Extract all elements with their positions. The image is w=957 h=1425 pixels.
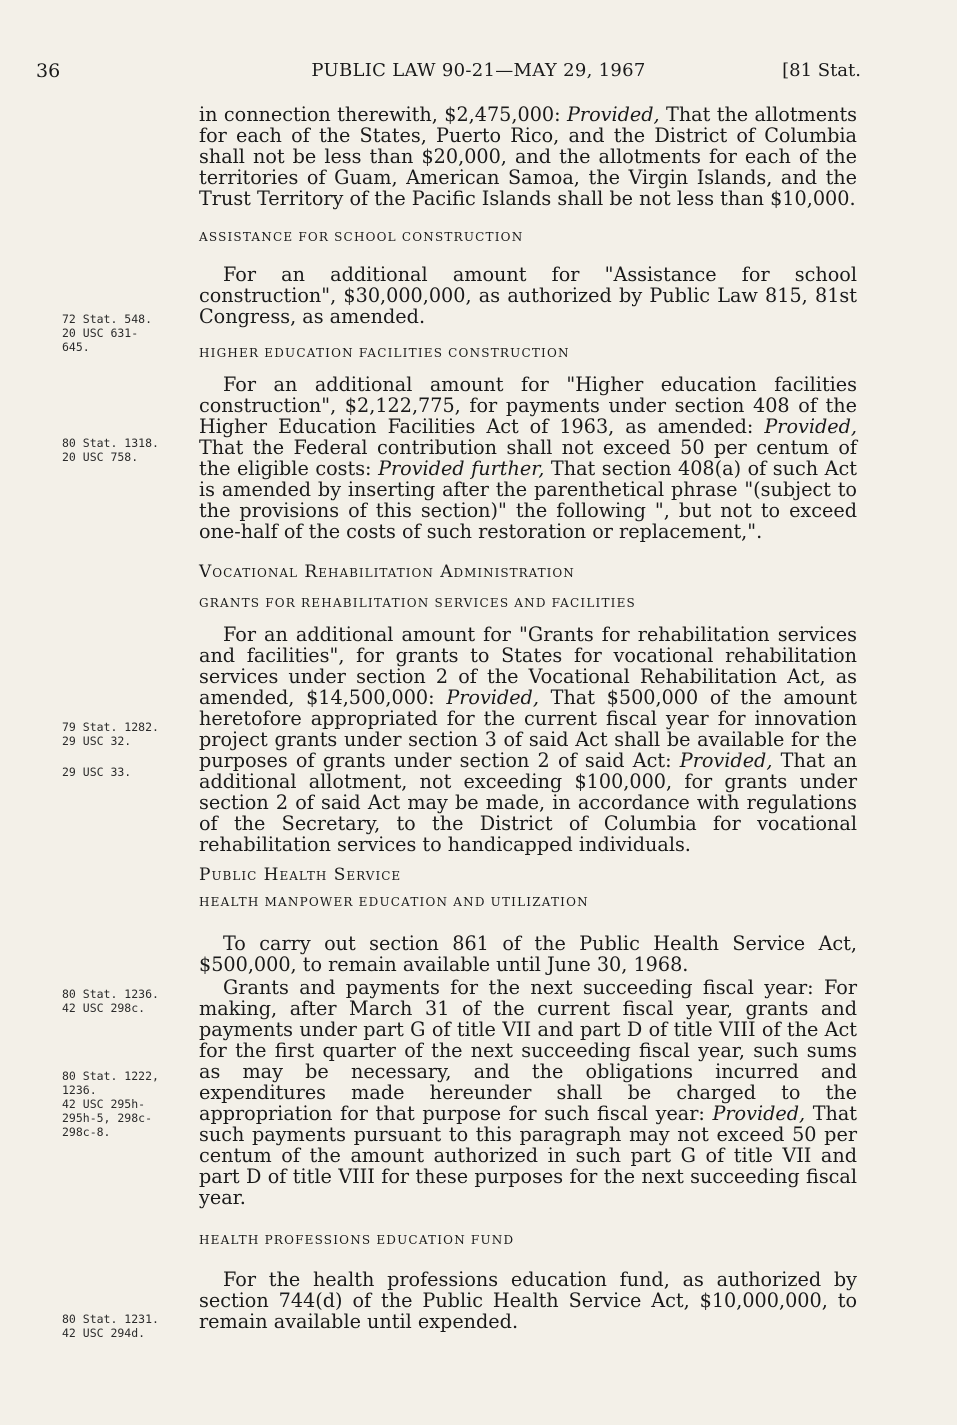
- paragraph: Grants and payments for the next succeeding fiscal year: For making, after March 31 of the current fiscal year, grants and payments under part G of title VII and part D of title VIII of the Act for the first quarter of the next succeeding fiscal year, such sums as may be necessary, and the obligations incurred and expenditures made hereunder shall be charged to the appropriation for that purpose for such fiscal year: Provided, That such payments pursuant to this paragraph may not exceed 50 per centum of the amount authorized in such part G of title VII and part D of title VIII for these purposes for the next succeeding fiscal year.: [199, 976, 858, 1209]
- section-heading: HIGHER EDUCATION FACILITIES CONSTRUCTION: [199, 346, 570, 360]
- section-heading: HEALTH PROFESSIONS EDUCATION FUND: [199, 1233, 515, 1247]
- margin-note: 29 USC 33.: [62, 765, 132, 779]
- margin-note: 80 Stat. 1231. 42 USC 294d.: [62, 1312, 159, 1340]
- paragraph: For an additional amount for "Assistance for school construction", $30,000,000, as authorized by Public Law 815, 81st Congress, as amended.: [199, 263, 857, 328]
- paragraph: For the health professions education fund, as authorized by section 744(d) of the Public Health Service Act, $10,000,000, to remain available until expended.: [199, 1268, 857, 1333]
- main-text: [199, 104, 857, 1332]
- margin-note: 72 Stat. 548. 20 USC 631- 645.: [62, 312, 153, 354]
- paragraph: For an additional amount for "Grants for rehabilitation services and facilities", for grants to States for vocational rehabilitation services under section 2 of the Vocational Rehabilitation Act, as amended, $14,500,000: Provided, That $500,000 of the amount heretofore appropriated for the current fiscal year for innovation project grants under section 3 of said Act shall be available for the purposes of grants under section 2 of said Act: Provided, That an additional allotment, not exceeding $100,000, for grants under section 2 of said Act may be made, in accordance with regulations of the Secretary, to the District of Columbia for vocational rehabilitation services to handicapped individuals.: [199, 623, 857, 856]
- agency-heading: Vocational Rehabilitation Administration: [199, 562, 575, 582]
- statute-reference: [81 Stat.: [782, 60, 861, 81]
- section-heading: GRANTS FOR REHABILITATION SERVICES AND FACILITIES: [199, 596, 636, 610]
- margin-note: 80 Stat. 1222, 1236. 42 USC 295h- 295h-5, 298c- 298c-8.: [62, 1069, 159, 1139]
- margin-note: 80 Stat. 1318. 20 USC 758.: [62, 436, 159, 464]
- page-header: [0, 60, 957, 90]
- running-title: PUBLIC LAW 90-21—MAY 29, 1967: [311, 60, 646, 81]
- margin-note: 80 Stat. 1236. 42 USC 298c.: [62, 987, 159, 1015]
- page-number: 36: [36, 60, 61, 82]
- section-heading: HEALTH MANPOWER EDUCATION AND UTILIZATION: [199, 895, 589, 909]
- agency-heading: Public Health Service: [199, 865, 402, 885]
- paragraph: To carry out section 861 of the Public Health Service Act, $500,000, to remain available until June 30, 1968.: [199, 932, 857, 976]
- margin-note: 79 Stat. 1282. 29 USC 32.: [62, 720, 159, 748]
- paragraph: For an additional amount for "Higher education facilities construction", $2,122,775, for payments under section 408 of the Higher Education Facilities Act of 1963, as amended: Provided, That the Federal contribution shall not exceed 50 per centum of the eligible costs: Provided further, That section 408(a) of such Act is amended by inserting after the parenthetical phrase "(subject to the provisions of this section)" the following ", but not to exceed one-half of the costs of such restoration or replacement,".: [199, 373, 857, 543]
- paragraph: in connection therewith, $2,475,000: Provided, That the allotments for each of the States, Puerto Rico, and the District of Columbia shall not be less than $20,000, and the allotments for each of the territories of Guam, American Samoa, the Virgin Islands, and the Trust Territory of the Pacific Islands shall be not less than $10,000.: [199, 103, 858, 210]
- section-heading: ASSISTANCE FOR SCHOOL CONSTRUCTION: [199, 230, 524, 244]
